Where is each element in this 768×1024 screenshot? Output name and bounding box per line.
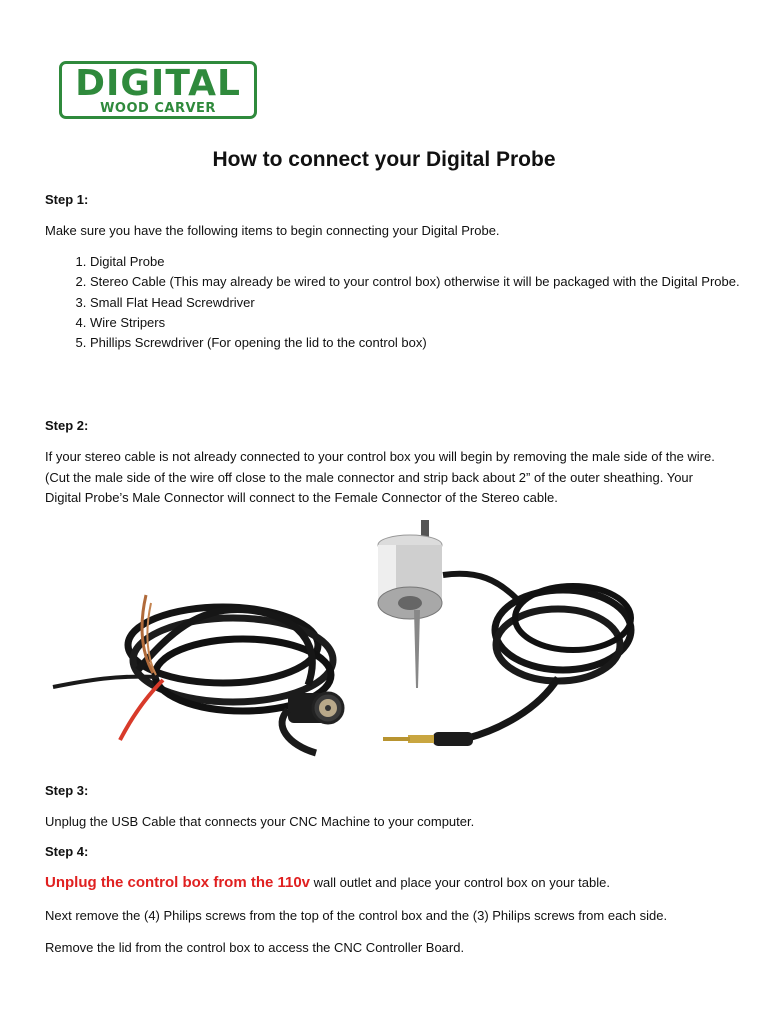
required-items-list [45,252,755,353]
step3-body: Unplug the USB Cable that connects your CNC Machine to your computer. [45,814,475,829]
logo-top-text: DIGITAL [75,63,241,104]
digital-wood-carver-logo [50,56,270,128]
logo-frame [59,61,257,119]
step3-heading: Step 3: [45,783,89,798]
warning-rest-text: wall outlet and place your control box on your table. [310,875,610,890]
list-item: 1. Digital Probe [90,252,755,272]
step1-intro: Make sure you have the following items to begin connecting your Digital Probe. [45,223,500,238]
step2-body: If your stereo cable is not already connected to your control box you will begin by removing the male side of the wire. (Cut the male side of the wire off close to the male connector and strip back about 2” of the outer sheathing. Your Digital Probe’s Male Connector will connect to the Female Connector of the Stereo cable. [45,449,715,505]
stereo-cable-photo [48,575,353,765]
step4-warning-line [45,873,715,894]
step4-line2: Next remove the (4) Philips screws from the top of the control box and the (3) Philips screws from each side. [45,908,668,923]
step4-line3: Remove the lid from the control box to access the CNC Controller Board. [45,940,465,955]
list-item: 5. Phillips Screwdriver (For opening the lid to the control box) [90,333,755,353]
warning-text: Unplug the control box from the 110v [45,874,311,891]
list-item: 2. Stereo Cable (This may already be wired to your control box) otherwise it will be packaged with the Digital Probe. [90,272,755,292]
list-item: 3. Small Flat Head Screwdriver [90,293,755,313]
logo-bottom-text: WOOD CARVER [100,101,216,116]
step4-heading: Step 4: [45,844,89,859]
page-title: How to connect your Digital Probe [212,148,556,171]
digital-probe-photo [358,520,638,765]
step2-heading: Step 2: [45,418,89,433]
list-item: 4. Wire Stripers [90,313,755,333]
step1-heading: Step 1: [45,192,89,207]
